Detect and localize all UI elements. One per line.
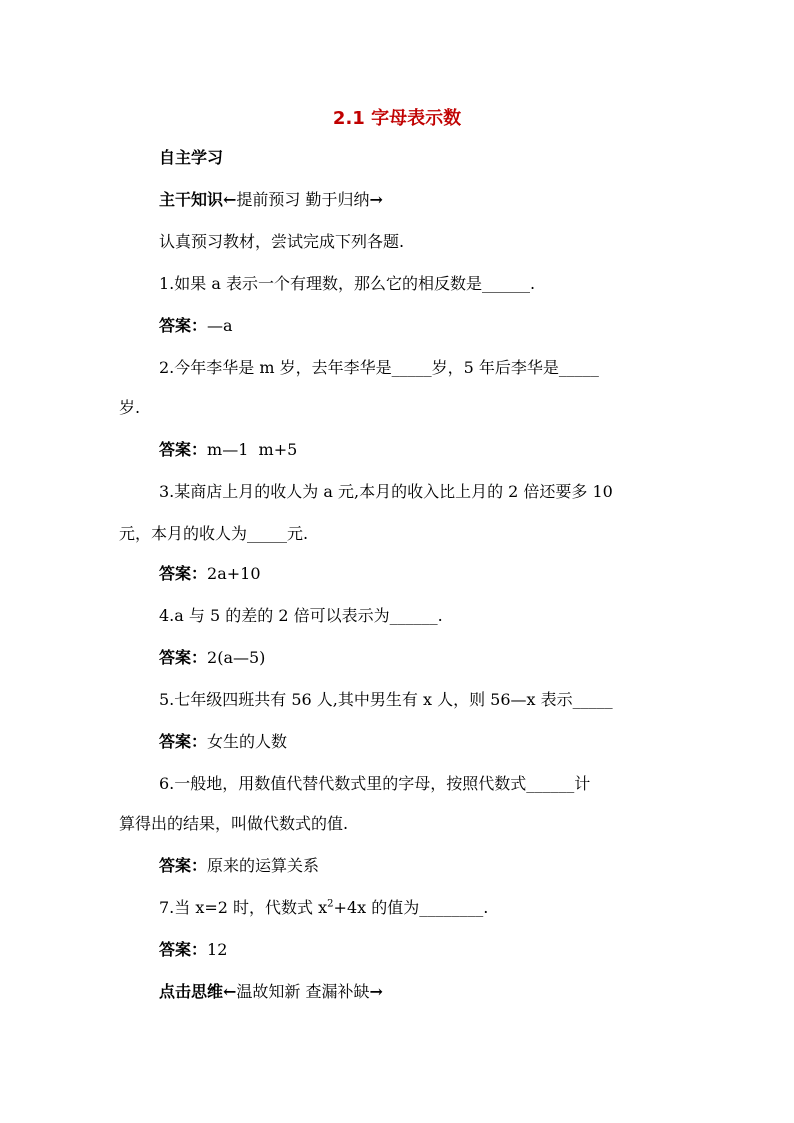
question-3-line-1: 3.某商店上月的收人为 a 元,本月的收入比上月的 2 倍还要多 10 <box>159 482 613 501</box>
question-2-line-1: 2.今年李华是 m 岁，去年李华是_____岁，5 年后李华是_____ <box>159 358 599 377</box>
question-6-line-1: 6.一般地，用数值代替代数式里的字母，按照代数式______计 <box>159 774 591 793</box>
question-4: 4.a 与 5 的差的 2 倍可以表示为______. <box>159 606 443 625</box>
question-7 <box>159 898 679 918</box>
intro-text: 认真预习教材，尝试完成下列各题. <box>159 232 405 251</box>
arrow-left-icon: ← <box>223 982 237 1001</box>
answer-label: 答案： <box>159 564 208 583</box>
question-6-line-2: 算得出的结果，叫做代数式的值. <box>119 814 349 833</box>
superscript-exponent: 2 <box>327 898 334 910</box>
answer-label: 答案： <box>159 440 208 459</box>
page-title: 2.1 字母表示数 <box>332 108 462 129</box>
question-2-line-2: 岁. <box>119 398 141 417</box>
answer-3 <box>159 564 679 584</box>
subsection-slogan: 温故知新 查漏补缺 <box>236 982 370 1001</box>
answer-text: 2a+10 <box>207 564 261 583</box>
section-heading: 自主学习 <box>159 148 224 167</box>
subsection-slogan: 提前预习 勤于归纳 <box>236 190 370 209</box>
arrow-right-icon: → <box>369 190 383 209</box>
answer-1 <box>159 316 679 336</box>
answer-label: 答案： <box>159 856 208 875</box>
answer-label: 答案： <box>159 648 208 667</box>
answer-label: 答案： <box>159 940 208 959</box>
subsection-title: 点击思维 <box>159 982 224 1001</box>
arrow-right-icon: → <box>369 982 383 1001</box>
question-1: 1.如果 a 表示一个有理数，那么它的相反数是______. <box>159 274 536 293</box>
answer-text: —a <box>207 316 233 335</box>
answer-5 <box>159 732 679 752</box>
question-7-prefix: 7.当 x=2 时，代数式 x <box>159 898 328 917</box>
question-7-suffix: +4x 的值为________. <box>333 898 489 917</box>
answer-2 <box>159 440 679 460</box>
arrow-left-icon: ← <box>223 190 237 209</box>
answer-text: 女生的人数 <box>207 732 288 751</box>
answer-text: 12 <box>207 940 228 959</box>
answer-text: 原来的运算关系 <box>207 856 320 875</box>
subsection-heading-thinking <box>159 982 679 1002</box>
answer-label: 答案： <box>159 316 208 335</box>
question-5: 5.七年级四班共有 56 人,其中男生有 x 人，则 56—x 表示_____ <box>159 690 613 709</box>
answer-6 <box>159 856 679 876</box>
answer-text: 2(a—5) <box>207 648 266 667</box>
answer-label: 答案： <box>159 732 208 751</box>
subsection-title: 主干知识 <box>159 190 224 209</box>
answer-text: m—1 m+5 <box>207 440 298 459</box>
answer-7 <box>159 940 679 960</box>
subsection-heading-main-knowledge <box>159 190 679 210</box>
answer-4 <box>159 648 679 668</box>
question-3-line-2: 元，本月的收人为_____元. <box>119 524 309 543</box>
